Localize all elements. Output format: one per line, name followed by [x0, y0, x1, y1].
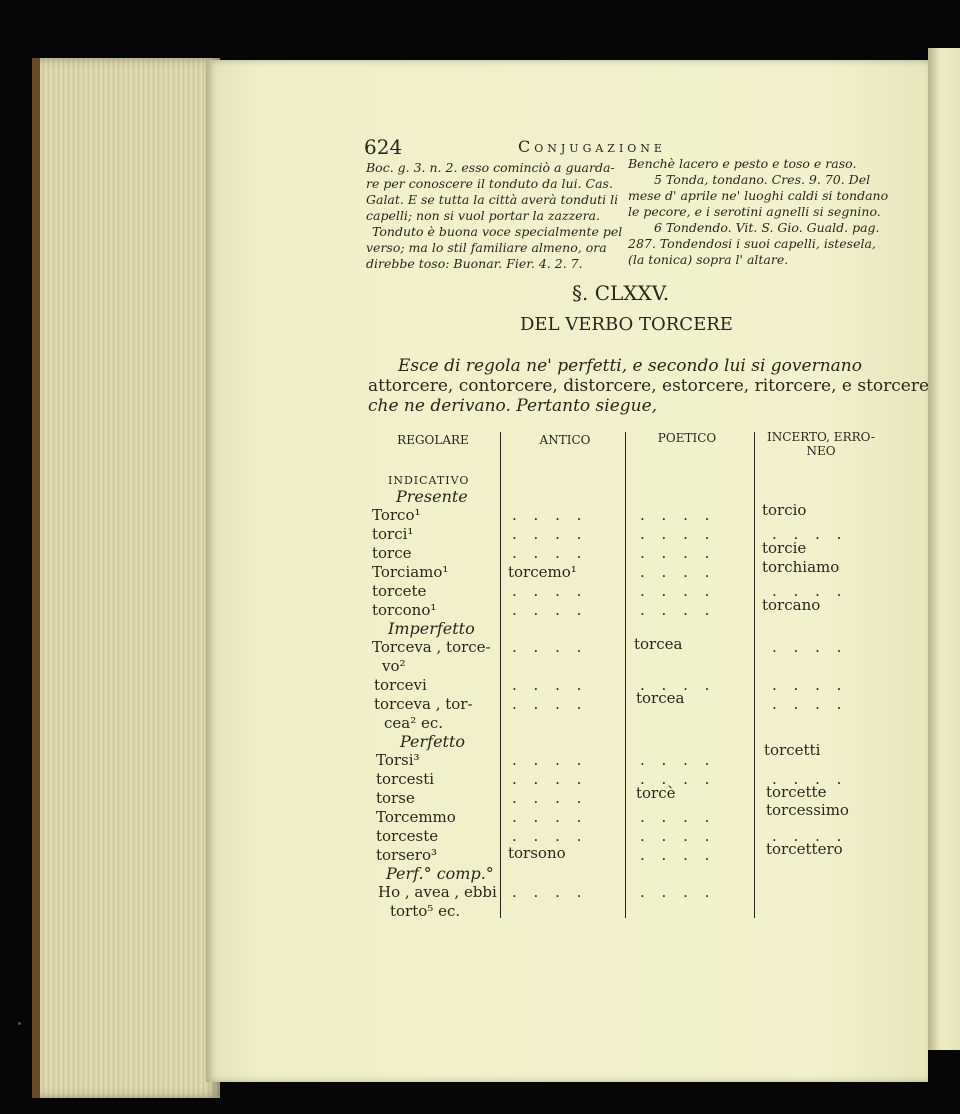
col-header-poetico: POETICO — [657, 431, 717, 445]
placeholder-dots: . . . . — [512, 676, 588, 694]
tense-label: Imperfetto — [388, 619, 475, 638]
footnote-right-line: (la tonica) sopra l' altare. — [628, 252, 789, 267]
placeholder-dots: . . . . — [512, 789, 588, 807]
placeholder-dots: . . . . — [772, 695, 848, 713]
intro-line: che ne derivano. Pertanto siegue, — [368, 396, 658, 416]
placeholder-dots: . . . . — [512, 601, 588, 619]
column-rule — [625, 432, 626, 918]
form-regolare: vo² — [382, 657, 406, 675]
facing-page-edge — [928, 48, 960, 1050]
column-rule — [754, 432, 755, 918]
mood-label: INDICATIVO — [388, 474, 470, 487]
form-regolare: Torceva , torce- — [372, 638, 491, 656]
placeholder-dots: . . . . — [640, 525, 716, 543]
placeholder-dots: . . . . — [512, 770, 588, 788]
page-number: 624 — [364, 135, 403, 159]
form-regolare: torsero³ — [376, 846, 438, 864]
placeholder-dots: . . . . — [640, 827, 716, 845]
column-rule — [500, 432, 501, 918]
tense-label: Presente — [396, 487, 468, 506]
placeholder-dots: . . . . — [772, 770, 848, 788]
form-regolare: torse — [376, 789, 415, 807]
placeholder-dots: . . . . — [512, 695, 588, 713]
speck — [18, 1022, 21, 1025]
form-incerto: torcano — [762, 596, 821, 614]
placeholder-dots: . . . . — [640, 808, 716, 826]
form-incerto: torcettero — [766, 840, 843, 858]
placeholder-dots: . . . . — [772, 582, 848, 600]
form-incerto: torcetti — [764, 741, 821, 759]
footnote-right-line: le pecore, e i serotini agnelli si segnino. — [628, 204, 881, 219]
placeholder-dots: . . . . — [640, 751, 716, 769]
col-header-antico: ANTICO — [539, 433, 591, 447]
form-incerto: torchiamo — [762, 558, 840, 576]
placeholder-dots: . . . . — [772, 638, 848, 656]
form-regolare: Torcemmo — [376, 808, 456, 826]
intro-line: Esce di regola ne' perfetti, e secondo lui si governano — [398, 356, 862, 376]
footnote-left-line: Tonduto è buona voce specialmente pel — [372, 224, 623, 239]
form-regolare: cea² ec. — [384, 714, 444, 732]
form-regolare: Torco¹ — [372, 506, 421, 524]
placeholder-dots: . . . . — [640, 544, 716, 562]
col-header-incerto: INCERTO, ERRO- — [767, 430, 875, 444]
placeholder-dots: . . . . — [640, 676, 716, 694]
form-antico: torcemo¹ — [508, 563, 577, 581]
form-regolare: torceva , tor- — [374, 695, 473, 713]
placeholder-dots: . . . . — [512, 506, 588, 524]
footnote-left-line: direbbe toso: Buonar. Fier. 4. 2. 7. — [366, 256, 583, 271]
form-poetico: torcea — [636, 689, 685, 707]
tense-label: Perf.° comp.° — [386, 864, 494, 883]
section-title: DEL VERBO TORCERE — [520, 314, 733, 335]
placeholder-dots: . . . . — [512, 544, 588, 562]
col-header-regolare: REGOLARE — [397, 433, 469, 447]
form-regolare: torci¹ — [372, 525, 414, 543]
form-regolare: Ho , avea , ebbi — [378, 883, 497, 901]
placeholder-dots: . . . . — [512, 827, 588, 845]
form-regolare: torcono¹ — [372, 601, 437, 619]
placeholder-dots: . . . . — [640, 506, 716, 524]
footnote-left-line: re per conoscere il tonduto da lui. Cas. — [366, 176, 613, 191]
placeholder-dots: . . . . — [512, 751, 588, 769]
col-header-incerto-cont: NEO — [806, 444, 836, 458]
form-regolare: torceste — [376, 827, 439, 845]
footnote-left-line: verso; ma lo stil familiare almeno, ora — [366, 240, 607, 255]
form-regolare: Torsi³ — [376, 751, 420, 769]
form-antico: torsono — [508, 844, 566, 862]
footnote-left-line: capelli; non si vuol portar la zazzera. — [366, 208, 600, 223]
footnote-right-line: 6 Tondendo. Vit. S. Gio. Guald. pag. — [654, 220, 880, 235]
footnote-right-line: 5 Tonda, tondano. Cres. 9. 70. Del — [654, 172, 871, 187]
placeholder-dots: . . . . — [512, 525, 588, 543]
placeholder-dots: . . . . — [772, 827, 848, 845]
placeholder-dots: . . . . — [640, 770, 716, 788]
placeholder-dots: . . . . — [640, 846, 716, 864]
footnote-right-line: mese d' aprile ne' luoghi caldi si tondano — [628, 188, 889, 203]
placeholder-dots: . . . . — [640, 601, 716, 619]
book-page-edges — [32, 58, 220, 1098]
tense-label: Perfetto — [400, 732, 466, 751]
form-regolare: Torciamo¹ — [372, 563, 449, 581]
running-head: Conjugazione — [518, 137, 666, 156]
section-number: §. CLXXV. — [572, 281, 670, 305]
placeholder-dots: . . . . — [512, 883, 588, 901]
intro-line: attorcere, contorcere, distorcere, estorcere, ritorcere, e storcere — [368, 376, 930, 396]
placeholder-dots: . . . . — [512, 638, 588, 656]
form-incerto: torcette — [766, 783, 827, 801]
placeholder-dots: . . . . — [512, 808, 588, 826]
form-regolare: torcevi — [374, 676, 427, 694]
form-incerto: torcio — [762, 501, 807, 519]
footnote-right-line: 287. Tondendosi i suoi capelli, istesela, — [628, 236, 876, 251]
form-poetico: torcea — [634, 635, 683, 653]
form-regolare: torce — [372, 544, 412, 562]
footnote-left-line: Boc. g. 3. n. 2. esso cominciò a guarda- — [366, 160, 615, 175]
placeholder-dots: . . . . — [772, 676, 848, 694]
form-regolare: torcesti — [376, 770, 435, 788]
form-incerto: torcessimo — [766, 801, 849, 819]
form-poetico: torcè — [636, 784, 676, 802]
placeholder-dots: . . . . — [640, 582, 716, 600]
placeholder-dots: . . . . — [640, 883, 716, 901]
footnote-right-line: Benchè lacero e pesto e toso e raso. — [628, 156, 857, 171]
placeholder-dots: . . . . — [512, 582, 588, 600]
footnote-left-line: Galat. E se tutta la città averà tonduti li — [366, 192, 619, 207]
placeholder-dots: . . . . — [772, 525, 848, 543]
placeholder-dots: . . . . — [640, 563, 716, 581]
form-regolare: torto⁵ ec. — [390, 902, 461, 920]
form-regolare: torcete — [372, 582, 427, 600]
form-incerto: torcie — [762, 539, 807, 557]
